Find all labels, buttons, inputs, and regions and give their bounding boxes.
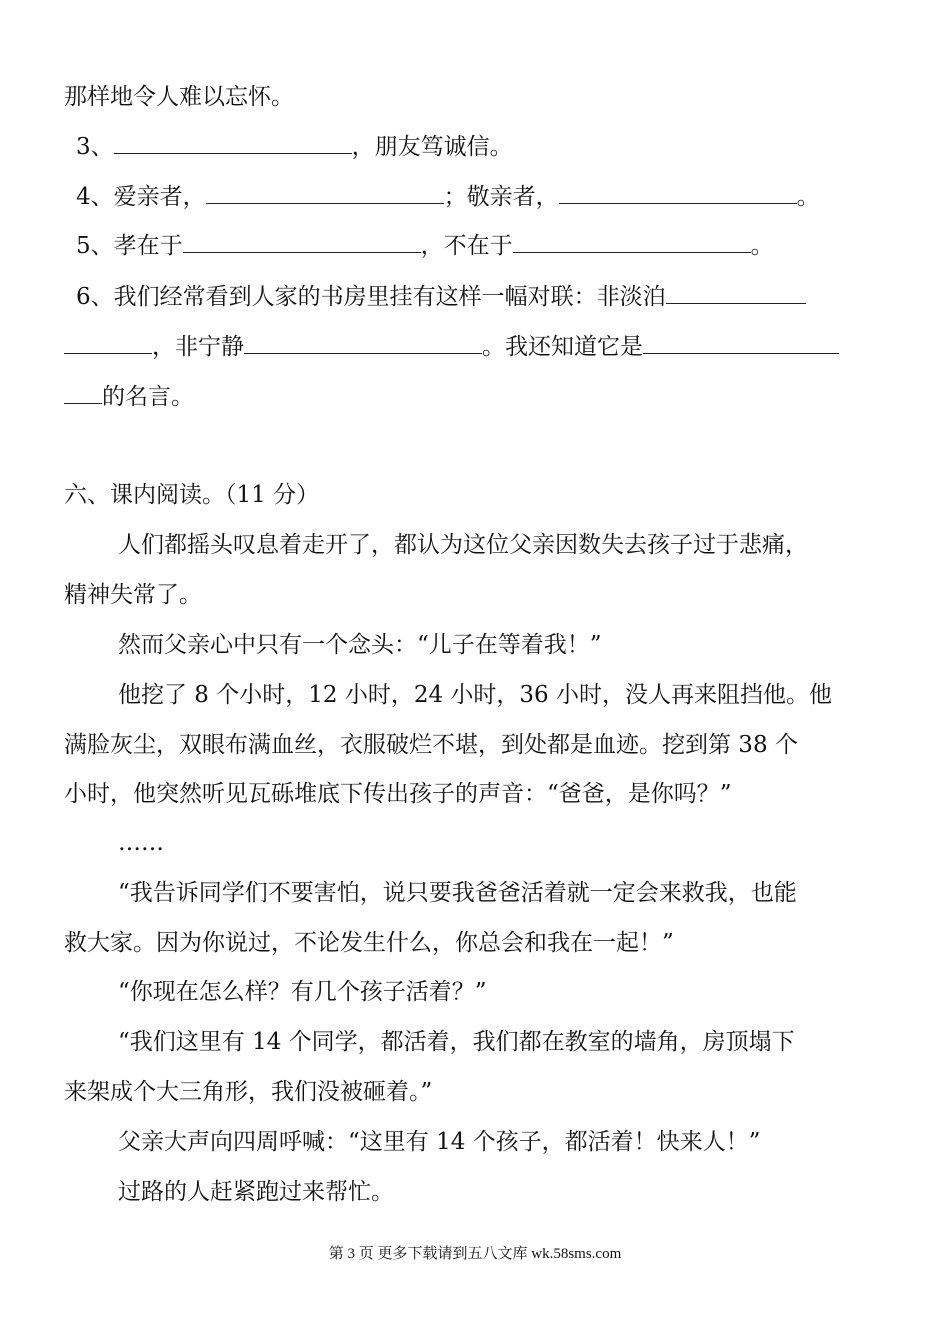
question-text: 。 (796, 184, 820, 210)
answer-blank[interactable] (64, 331, 152, 354)
question-number: 4、 (76, 184, 114, 210)
question-text: 孝在于 (113, 233, 183, 259)
answer-blank[interactable] (513, 230, 751, 253)
passage-line: 满脸灰尘，双眼布满血丝，衣服破烂不堪，到处都是血迹。挖到第 38 个 (64, 732, 798, 758)
passage-line: 精神失常了。 (64, 582, 202, 608)
question-3 (76, 131, 894, 162)
question-text: 爱亲者， (113, 184, 206, 210)
section-heading: 六、课内阅读。（11 分） (64, 482, 320, 508)
answer-blank[interactable] (114, 131, 352, 154)
answer-blank[interactable] (64, 381, 102, 404)
passage-line: 小时，他突然听见瓦砾堆底下传出孩子的声音：“爸爸，是你吗？” (64, 781, 732, 807)
question-text: ；敬亲者， (443, 184, 559, 210)
question-text: 。我还知道它是 (482, 334, 643, 360)
passage-line: 父亲大声向四周呼喊：“这里有 14 个孩子，都活着！快来人！” (118, 1129, 761, 1155)
passage-line: “我告诉同学们不要害怕，说只要我爸爸活着就一定会来救我，也能 (118, 880, 797, 906)
question-6-cont (64, 331, 894, 362)
question-text: 。 (750, 233, 774, 259)
question-5 (76, 230, 894, 261)
passage-line: 来架成个大三角形，我们没被砸着。” (64, 1079, 433, 1105)
passage-line: 然而父亲心中只有一个念头：“儿子在等着我！” (118, 632, 602, 658)
answer-blank[interactable] (244, 331, 482, 354)
answer-blank[interactable] (666, 281, 806, 304)
answer-blank[interactable] (183, 230, 421, 253)
question-number: 5、 (76, 233, 114, 259)
question-6 (76, 281, 894, 312)
passage-ellipsis: …… (118, 830, 164, 856)
passage-line: “你现在怎么样？有几个孩子活着？” (118, 979, 487, 1005)
question-text: 的名言。 (102, 384, 194, 410)
passage-line: 过路的人赶紧跑过来帮忙。 (118, 1179, 394, 1205)
answer-blank[interactable] (643, 331, 839, 354)
passage-line: “我们这里有 14 个同学，都活着，我们都在教室的墙角，房顶塌下 (118, 1029, 795, 1055)
answer-blank[interactable] (206, 181, 444, 204)
question-text: 我们经常看到人家的书房里挂有这样一幅对联：非淡泊 (113, 284, 666, 310)
question-text: ，朋友笃诚信。 (351, 134, 513, 160)
question-text: ，不在于 (420, 233, 513, 259)
question-text: ，非宁静 (152, 334, 244, 360)
passage-line: 救大家。因为你说过，不论发生什么，你总会和我在一起！” (64, 930, 674, 956)
question-number: 6、 (76, 284, 114, 310)
question-number: 3、 (76, 134, 114, 160)
page-footer: 第 3 页 更多下载请到五八文库 wk.58sms.com (328, 1246, 622, 1262)
passage-line: 人们都摇头叹息着走开了，都认为这位父亲因数失去孩子过于悲痛， (118, 532, 808, 558)
answer-blank[interactable] (559, 181, 797, 204)
passage-line: 他挖了 8 个小时，12 小时，24 小时，36 小时，没人再来阻挡他。他 (118, 682, 832, 708)
continuation-line: 那样地令人难以忘怀。 (64, 84, 294, 110)
question-4 (76, 181, 894, 212)
question-6-end (64, 381, 894, 412)
